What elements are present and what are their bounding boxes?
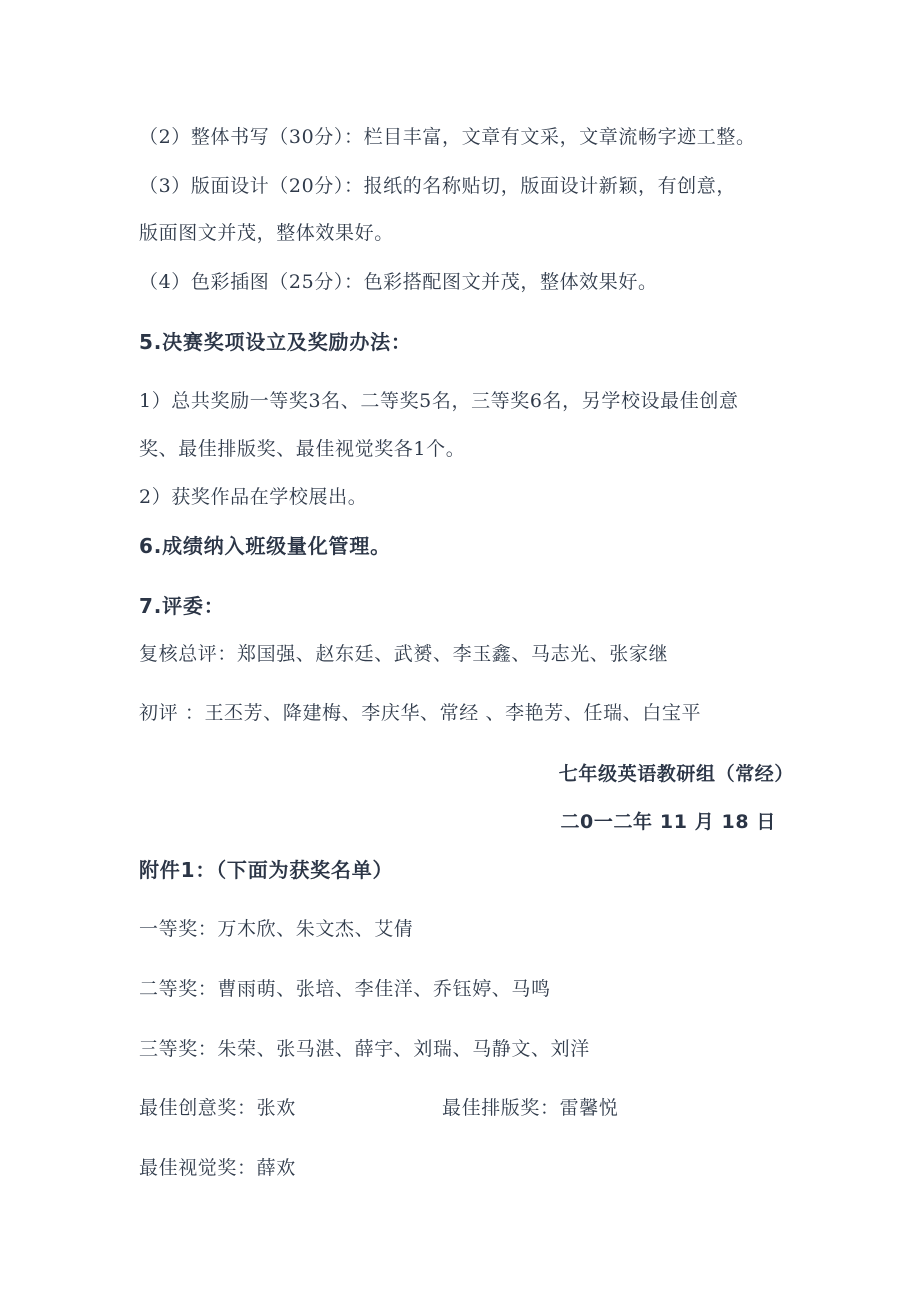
award-best-creative: 最佳创意奖：张欢 — [139, 1097, 296, 1119]
criteria-item-3-line-1: （3）版面设计（20分）：报纸的名称贴切，版面设计新颖，有创意， — [139, 175, 736, 197]
criteria-item-3-line-2: 版面图文并茂，整体效果好。 — [139, 222, 394, 244]
section-7-heading: 7.评委： — [139, 594, 225, 618]
criteria-item-2: （2）整体书写（30分）：栏目丰富，文章有文采，文章流畅字迹工整。 — [139, 126, 756, 148]
section-6-heading: 6.成绩纳入班级量化管理。 — [139, 534, 391, 558]
award-best-layout: 最佳排版奖：雷馨悦 — [442, 1097, 619, 1119]
section-5-rule-2: 2）获奖作品在学校展出。 — [139, 486, 368, 508]
award-best-visual: 最佳视觉奖：薛欢 — [139, 1157, 296, 1179]
award-first: 一等奖：万木欣、朱文杰、艾倩 — [139, 918, 414, 940]
criteria-item-4: （4）色彩插图（25分）：色彩搭配图文并茂，整体效果好。 — [139, 271, 658, 293]
award-third: 三等奖：朱荣、张马湛、薛宇、刘瑞、马静文、刘洋 — [139, 1038, 590, 1060]
judges-review: 复核总评：郑国强、赵东廷、武赟、李玉鑫、马志光、张家继 — [139, 643, 669, 665]
signature-group: 七年级英语教研组（常经） — [558, 763, 794, 785]
section-5-rule-1-line-2: 奖、最佳排版奖、最佳视觉奖各1个。 — [139, 438, 466, 460]
award-second: 二等奖：曹雨萌、张培、李佳洋、乔钰婷、马鸣 — [139, 978, 551, 1000]
judges-initial: 初评 ：王丕芳、降建梅、李庆华、常经 、李艳芳、任瑞、白宝平 — [139, 702, 702, 724]
section-5-rule-1-line-1: 1）总共奖励一等奖3名、二等奖5名，三等奖6名，另学校设最佳创意 — [139, 390, 739, 412]
section-5-heading: 5.决赛奖项设立及奖励办法： — [139, 330, 412, 354]
signature-date: 二0一二年 11 月 18 日 — [560, 811, 776, 833]
appendix-heading: 附件1：（下面为获奖名单） — [139, 858, 394, 882]
